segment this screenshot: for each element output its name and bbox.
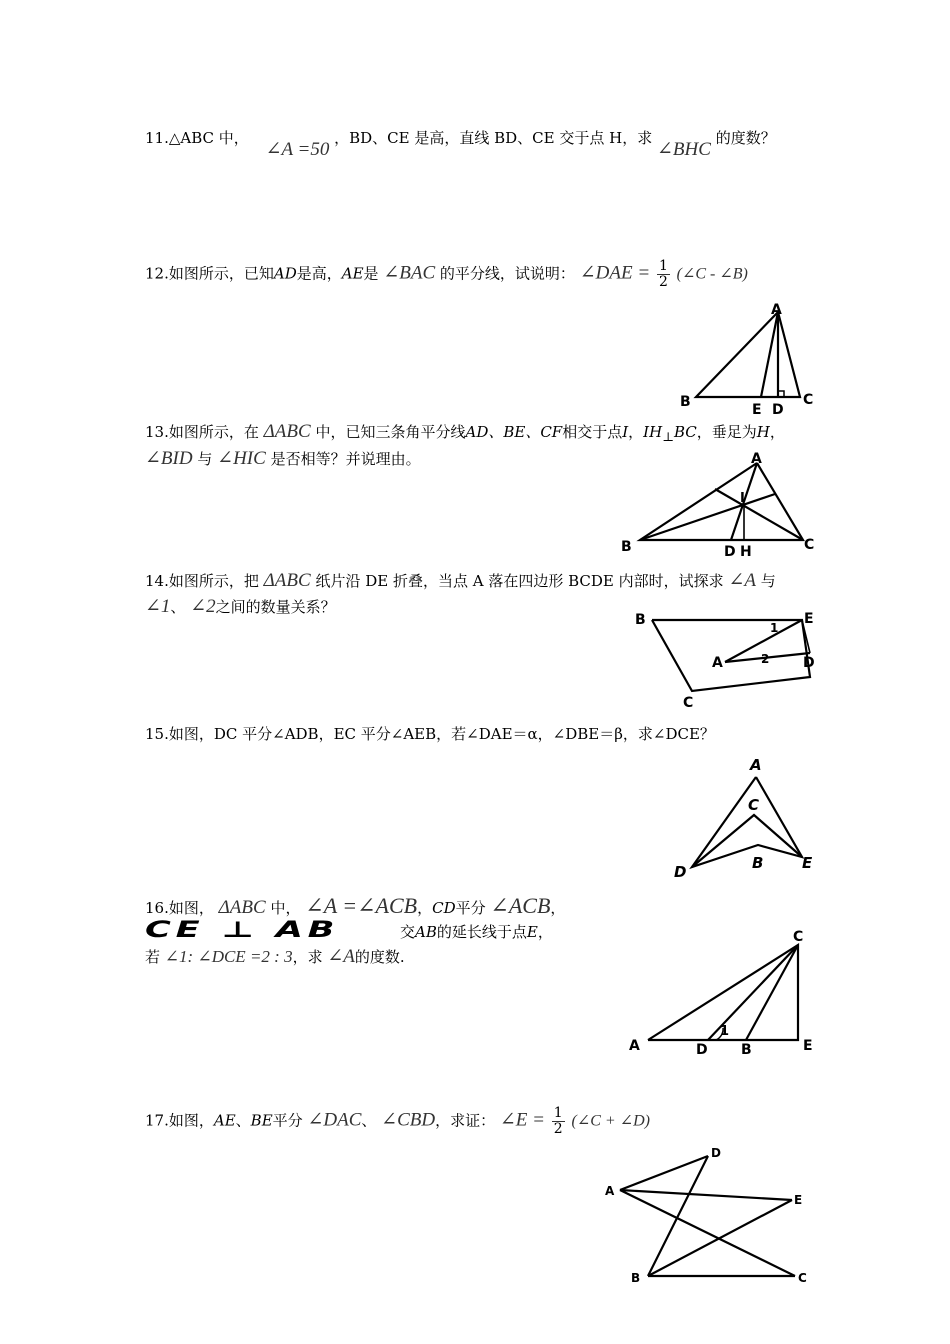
q11-angle-a: ∠A =50 [265,139,330,160]
q12-angle-dae: ∠DAE = [579,262,651,284]
q16-text: 若 [145,948,161,966]
q13-label-i: I [740,491,745,506]
q17-text: 、 [361,1111,377,1130]
q13-figure [615,448,825,560]
q16-angle-equality: ∠A =∠ACB [305,893,418,918]
q14-label-a: A [712,655,723,671]
q14-label-e: E [804,611,814,627]
q15-text: 15.如图，DC 平分∠ADB，EC 平分∠AEB，若∠DAE＝α，∠DBE＝β，求∠DCE？ [145,725,715,743]
q14-label-1: 1 [770,621,779,635]
q17-label-c: C [798,1271,807,1285]
q17-ae: AE [213,1111,236,1130]
q13-label-c: C [804,537,815,553]
question-14 [145,568,776,594]
q17-text: ，求证： [435,1111,496,1130]
q11-angle-bhc: ∠BHC [657,139,711,160]
q13-angle-hic: ∠HIC [217,448,266,469]
q16-label-b: B [741,1042,752,1058]
q13-text: 中，已知三条角平分线 [315,423,466,441]
q16-text: ，求 [292,948,323,966]
q17-fraction [552,1106,565,1137]
q11-suffix: 的度数？ [715,129,776,147]
q12-angle-diff: (∠C - ∠B) [676,265,748,283]
q13-label-a: A [751,451,762,467]
q13-text: 是否相等？并说理由。 [270,450,421,468]
q14-label-d: D [803,655,815,671]
q16-label-e: E [803,1038,813,1054]
q12-label-a: A [771,302,782,318]
q12-label-b: B [680,394,691,410]
q12-text: 的平分线，试说明： [439,264,575,283]
q15-label-d: D [674,863,687,881]
q16-angle-a: ∠A [327,946,355,967]
q14-angle-1: ∠1 [145,596,171,617]
q16-label-c: C [793,929,804,945]
q13-text: 13.如图所示，在 [145,423,259,441]
q13-line-cf [715,489,803,540]
q16-point-e: E [526,923,538,941]
q13-text: ，垂足为 [696,423,757,441]
q13-perp-symbol: ⊥ [662,429,674,444]
q16-text: ， [417,899,433,917]
q12-figure [670,296,820,418]
q17-text: 、 [235,1111,251,1130]
q17-line-ad [620,1156,708,1190]
q12-label-e: E [752,402,762,418]
q17-angle-sum: (∠C + ∠D) [571,1112,650,1130]
q15-label-e: E [802,854,813,872]
q12-fraction [657,259,670,290]
q12-label-c: C [803,392,814,408]
q13-label-b: B [621,539,632,555]
q16-angle-ratio: ∠1: ∠DCE =2 : 3 [164,947,293,966]
q17-angle-cbd: ∠CBD [381,1109,436,1131]
q12-text: 是高， [296,264,342,283]
q17-be: BE [250,1111,273,1130]
q17-line-db [648,1156,708,1276]
q13-text: 相交于点 [562,423,623,441]
question-14-line2 [145,594,336,620]
q12-line-ae [761,312,778,397]
q16-text: 交 [400,923,416,941]
question-17 [145,1106,650,1137]
q14-text: 14.如图所示，把 [145,572,259,590]
q13-angle-bid: ∠BID [145,448,193,469]
q13-triangle-abc [640,463,803,540]
q16-text: 的度数. [354,948,405,966]
question-12 [145,259,748,290]
q11-prefix: 11.△ABC 中， [145,129,249,147]
q12-frac-num: 1 [658,258,668,274]
q14-figure [630,605,830,713]
q12-frac-den: 2 [658,274,668,290]
q16-text: ， [550,899,566,917]
q16-angle-acb: ∠ACB [490,893,551,918]
q17-text: 17.如图， [145,1111,214,1130]
q17-frac-den: 2 [553,1121,563,1137]
q13-line-be [640,494,775,540]
q13-label-h: H [740,544,752,560]
q17-text: 平分 [272,1111,303,1130]
q16-cd: CD [432,899,456,917]
q17-label-d: D [711,1146,721,1160]
q14-text: 纸片沿 DE 折叠，当点 A 落在四边形 BCDE 内部时，试探求 [315,572,724,590]
question-15 [145,721,715,747]
q14-label-2: 2 [761,652,770,666]
question-16-line3 [145,944,405,970]
q14-label-c: C [683,695,694,711]
q17-angle-dac: ∠DAC [307,1109,362,1131]
q12-text: 是 [363,264,379,283]
q14-text: 与 [760,572,776,590]
q12-triangle-abc [696,312,800,397]
q16-text: ， [537,923,553,941]
q13-point-i: I [622,423,629,441]
question-13-line2 [145,446,421,472]
q16-label-1: 1 [720,1024,730,1039]
q17-figure [600,1142,815,1292]
q15-bisector-lines [692,815,802,867]
q13-bc: BC [673,423,697,441]
question-11 [145,125,776,160]
q16-ab: AB [415,923,437,941]
q13-label-d: D [724,544,736,560]
q16-ce-perp-ab: CE ⊥ AB [145,918,340,943]
q13-point-h: H [756,423,770,441]
q17-label-a: A [605,1184,615,1198]
q12-angle-bac: ∠BAC [383,262,436,284]
q14-angle-2: ∠2 [190,596,216,617]
q16-text: 平分 [455,899,486,917]
question-16-line2 [145,918,553,945]
q17-angle-e: ∠E = [499,1109,545,1131]
q17-label-b: B [631,1271,641,1285]
q14-label-b: B [635,612,646,628]
q15-figure [670,752,830,882]
q16-figure [620,925,825,1060]
q12-label-d: D [772,402,784,418]
q17-label-e: E [794,1193,803,1207]
q17-line-ac [620,1190,795,1276]
q16-text: 16.如图， [145,899,214,917]
q12-ae: AE [341,264,364,283]
q13-ih: IH [643,423,663,441]
q15-label-c: C [748,796,760,814]
q17-line-ea [620,1190,792,1200]
q12-text: 12.如图所示，已知 [145,264,274,283]
q16-label-a: A [629,1038,640,1054]
q14-text: 、 [170,598,186,616]
q16-label-d: D [696,1042,708,1058]
q15-label-a: A [750,756,762,774]
q16-triangle-abc: ΔABC [218,897,266,918]
q17-frac-num: 1 [553,1105,563,1121]
q16-text: 的延长线于点 [436,923,527,941]
q13-text: ， [628,423,644,441]
q14-text: 之间的数量关系？ [215,598,336,616]
q13-text: 与 [197,450,213,468]
q14-angle-a: ∠A [728,570,756,591]
q15-label-b: B [752,854,764,872]
q12-ad: AD [273,264,297,283]
question-16 [145,893,565,921]
q13-triangle-abc: ΔABC [263,421,311,442]
q11-middle: ，BD、CE 是高，直线 BD、CE 交于点 H，求 [334,129,653,147]
q14-triangle-abc: ΔABC [263,570,311,591]
q13-text: ， [769,423,785,441]
q16-text: 中， [270,899,301,917]
q13-bisectors: AD、BE、CF [465,423,563,441]
